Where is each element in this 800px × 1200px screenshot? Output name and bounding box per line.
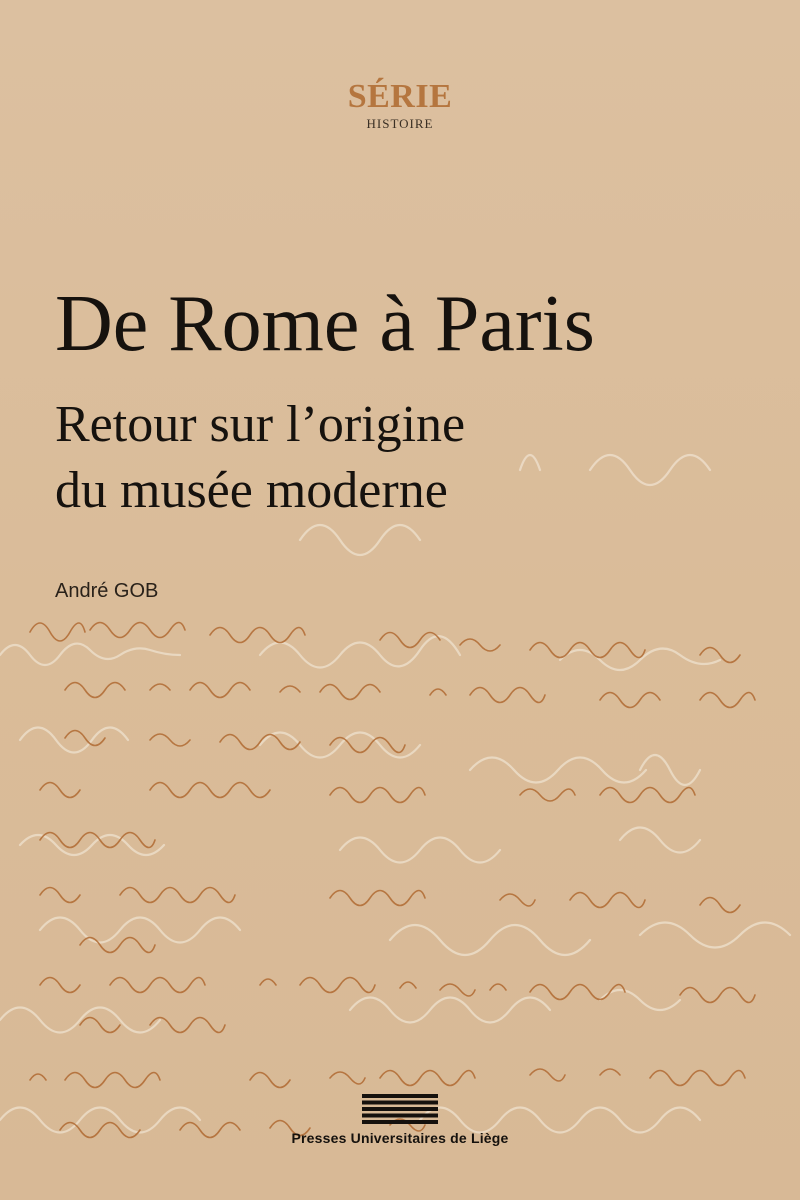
book-subtitle (55, 392, 465, 524)
publisher-name: Presses Universitaires de Liège (291, 1130, 509, 1146)
series-subtitle: HISTOIRE (366, 116, 434, 131)
publisher-block (0, 1094, 800, 1146)
book-subtitle-line-1: Retour sur l’origine (55, 396, 466, 453)
publisher-logo-icon (362, 1094, 438, 1124)
series-logo-text: SÉRIE (347, 78, 453, 115)
book-title: De Rome à Paris (55, 280, 595, 368)
series-logo (0, 78, 800, 132)
book-subtitle-line-2: du musée moderne (55, 462, 448, 519)
author-name: André GOB (55, 580, 159, 602)
